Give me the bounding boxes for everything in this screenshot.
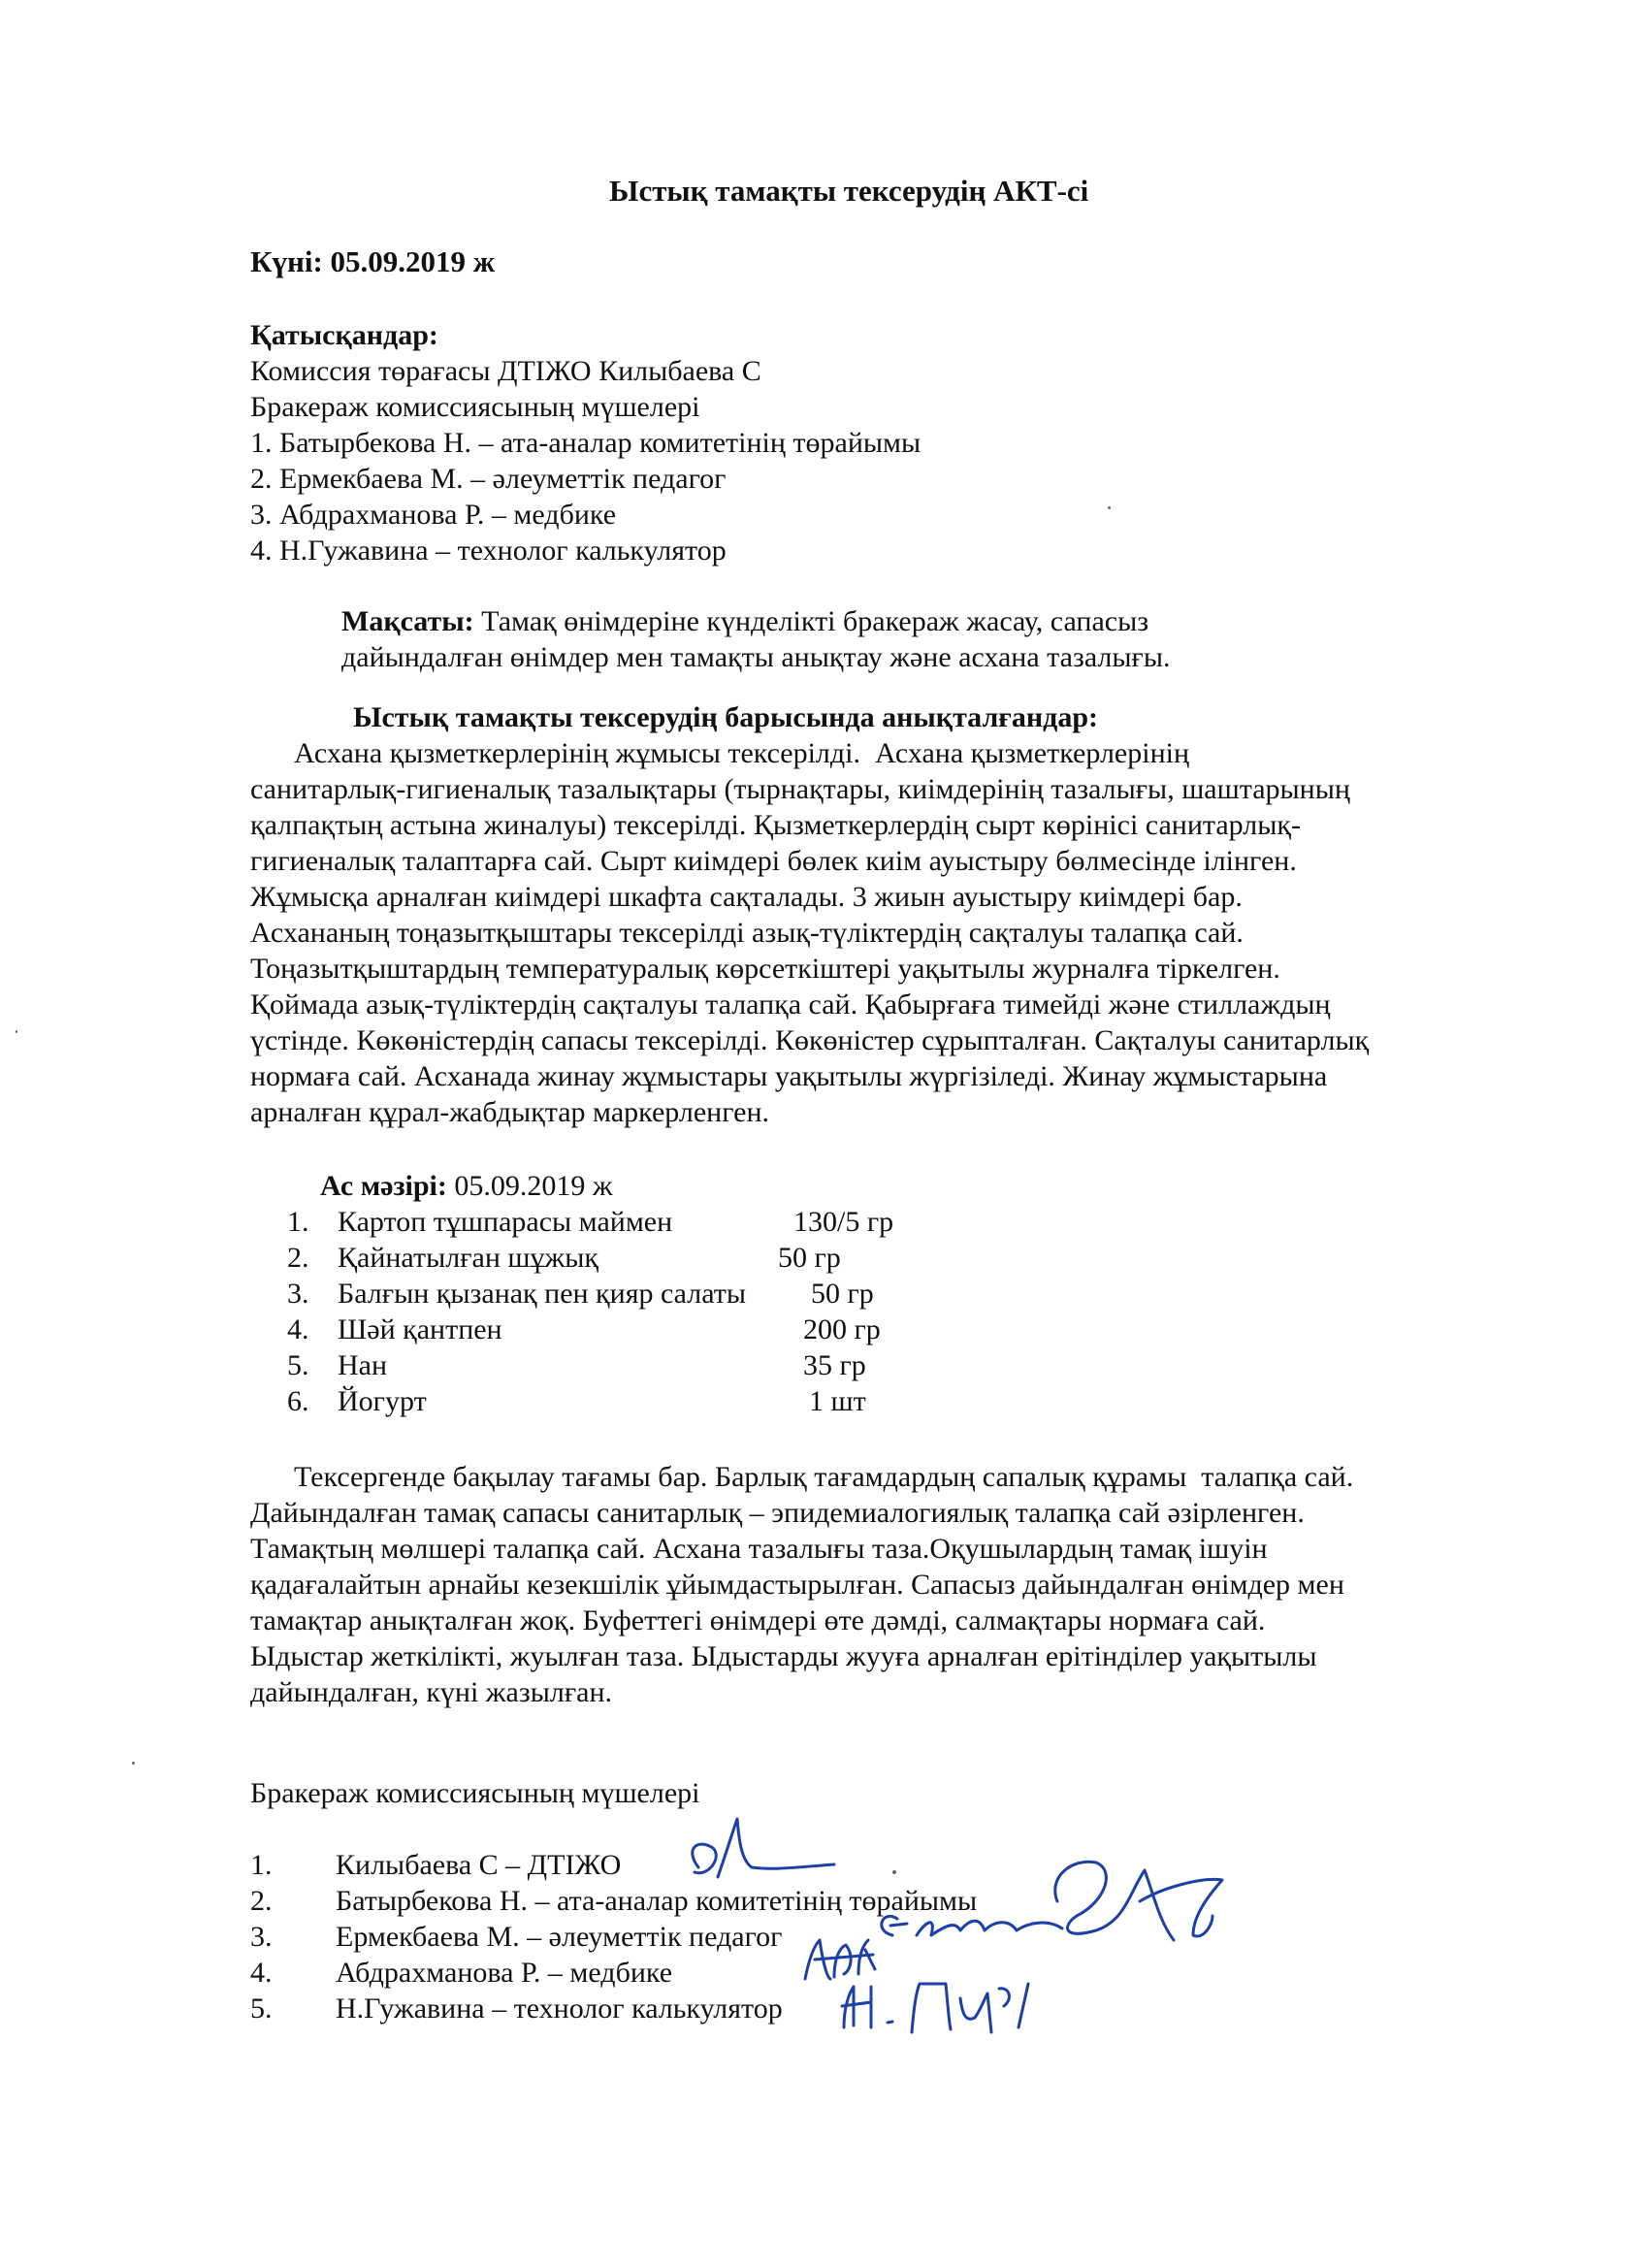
menu-item-quantity: 1 шт	[809, 1385, 866, 1417]
menu-item-quantity: 35 гр	[803, 1349, 866, 1381]
menu-item-name: Йогурт	[338, 1385, 427, 1417]
menu-date: 05.09.2019 ж	[446, 1170, 613, 1202]
findings-line: арналған құрал-жабдықтар маркерленген.	[250, 1096, 770, 1128]
menu-item-name: Қайнатылған шұжық	[338, 1242, 598, 1274]
menu-heading	[320, 1168, 613, 1204]
signature-5	[842, 1984, 1028, 2032]
menu-item-number: 6.	[287, 1385, 309, 1417]
conclusion-line: қадағалайтын арнайы кезекшілік ұйымдастырылған. Сапасыз дайындалған өнімдер мен	[250, 1569, 1344, 1601]
findings-line: Жұмысқа арналған киімдері шкафта сақталады. 3 жиын ауыстыру киімдері бар.	[250, 881, 1243, 913]
findings-line: қалпақтың астына жиналуы) тексерілді. Қызметкерлердің сырт көрінісі санитарлық-	[250, 809, 1301, 841]
scan-speck	[1108, 506, 1111, 509]
conclusion-line: дайындалған, күні жазылған.	[250, 1676, 612, 1708]
signatory-number: 2.	[250, 1885, 273, 1917]
findings-heading: Ыстық тамақты тексерудің барысында анықталғандар:	[353, 701, 1099, 733]
participant-line: 3. Абдрахманова Р. – медбике	[250, 499, 617, 531]
findings-line: Асхана қызметкерлерінің жұмысы тексерілді. Асхана қызметкерлерінің	[250, 737, 1190, 769]
conclusion-line: Тамақтың мөлшері талапқа сай. Асхана тазалығы таза.Оқушылардың тамақ ішуін	[250, 1533, 1268, 1565]
conclusion-line: тамақтар анықталған жоқ. Буфеттегі өнімдері өте дәмді, салмақтары нормаға сай.	[250, 1604, 1266, 1636]
menu-item-name: Нан	[338, 1349, 388, 1381]
signatory-number: 5.	[250, 1993, 273, 2025]
signature-4	[805, 1940, 875, 1979]
scan-speck	[132, 1762, 135, 1765]
participants-heading: Қатысқандар:	[250, 319, 438, 351]
participant-line: Бракераж комиссиясының мүшелері	[250, 391, 700, 423]
signatory-name: Батырбекова Н. – ата-аналар комитетінің төрайымы	[336, 1885, 978, 1917]
menu-item-name: Картоп тұшпарасы маймен	[338, 1206, 673, 1238]
signatory-name: Н.Гужавина – технолог калькулятор	[336, 1993, 783, 2025]
menu-item-number: 5.	[287, 1349, 309, 1381]
findings-line: гигиеналық талаптарға сай. Сырт киімдері бөлек киім ауыстыру бөлмесінде ілінген.	[250, 845, 1297, 877]
goal-line-1	[341, 603, 1148, 639]
participant-line: 2. Ермекбаева М. – әлеуметтік педагог	[250, 463, 727, 495]
conclusion-line: Дайындалған тамақ сапасы санитарлық – эпидемиалогиялық талапқа сай әзірленген.	[250, 1497, 1305, 1529]
document-title: Ыстық тамақты тексерудің АКТ-сі	[609, 174, 1089, 208]
signatory-name: Килыбаева С – ДТІЖО	[336, 1849, 622, 1881]
menu-item-quantity: 50 гр	[811, 1278, 874, 1310]
participant-line: 4. Н.Гужавина – технолог калькулятор	[250, 535, 727, 567]
signatories-heading: Бракераж комиссиясының мүшелері	[250, 1777, 700, 1809]
goal-text-1: Тамақ өнімдеріне күнделікті бракераж жасау, сапасыз	[473, 605, 1149, 637]
conclusion-line: Ыдыстар жеткілікті, жуылған таза. Ыдыстарды жууға арналған ерітінділер уақытылы	[250, 1640, 1317, 1672]
menu-label: Ас мәзірі:	[320, 1170, 447, 1202]
conclusion-line: Тексергенде бақылау тағамы бар. Барлық тағамдардың сапалық құрамы талапқа сай.	[250, 1461, 1354, 1493]
goal-label: Мақсаты:	[341, 605, 474, 637]
signature-3	[882, 1916, 1062, 1935]
menu-item-quantity: 50 гр	[778, 1242, 841, 1274]
findings-line: Қоймада азық-түліктердің сақталуы талапқа сай. Қабырғаға тимейді және стиллаждың	[250, 988, 1331, 1021]
findings-line: Асхананың тоңазытқыштары тексерілді азық-түліктердің сақталуы талапқа сай.	[250, 917, 1244, 949]
scan-speck	[892, 1870, 896, 1874]
signatory-number: 4.	[250, 1957, 273, 1989]
signatory-name: Ермекбаева М. – әлеуметтік педагог	[336, 1921, 783, 1953]
findings-line: Тоңазытқыштардың температуралық көрсеткіштері уақытылы журналға тіркелген.	[250, 953, 1280, 985]
scan-speck	[16, 1030, 17, 1033]
participant-line: Комиссия төрағасы ДТІЖО Килыбаева С	[250, 355, 761, 387]
signatory-name: Абдрахманова Р. – медбике	[336, 1957, 673, 1989]
menu-item-number: 1.	[287, 1206, 309, 1238]
participant-line: 1. Батырбекова Н. – ата-аналар комитетінің төрайымы	[250, 427, 922, 459]
menu-item-name: Балғын қызанақ пен қияр салаты	[338, 1278, 747, 1310]
menu-item-number: 2.	[287, 1242, 309, 1274]
menu-item-number: 3.	[287, 1278, 309, 1310]
findings-line: нормаға сай. Асханада жинау жұмыстары уақытылы жүргізіледі. Жинау жұмыстарына	[250, 1060, 1328, 1092]
findings-line: үстінде. Көкөністердің сапасы тексерілді. Көкөністер сұрыпталған. Сақталуы санитарлық	[250, 1024, 1370, 1056]
signatory-number: 1.	[250, 1849, 273, 1881]
signature-1	[693, 1819, 834, 1877]
signature-2	[1055, 1862, 1222, 1940]
menu-item-quantity: 200 гр	[803, 1313, 881, 1345]
goal-line-2: дайындалған өнімдер мен тамақты анықтау және асхана тазалығы.	[341, 641, 1171, 673]
document-date: Күні: 05.09.2019 ж	[250, 244, 496, 278]
signatory-number: 3.	[250, 1921, 273, 1953]
menu-item-number: 4.	[287, 1313, 309, 1345]
findings-line: санитарлық-гигиеналық тазалықтары (тырнақтары, киімдерінің тазалығы, шаштарының	[250, 773, 1350, 805]
menu-item-quantity: 130/5 гр	[793, 1206, 894, 1238]
menu-item-name: Шәй қантпен	[338, 1313, 502, 1345]
